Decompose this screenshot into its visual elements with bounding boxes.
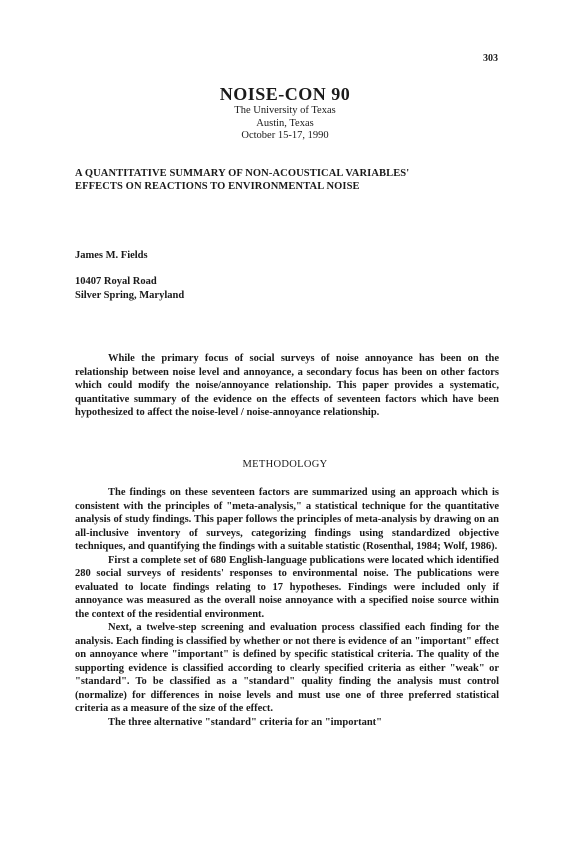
author-name: James M. Fields xyxy=(75,250,148,261)
body-paragraph: Next, a twelve-step screening and evaluation process classified each finding for the analysis. Each finding is classified by whether or not there is evidence of an "important" effect on annoyance where "important" is defined by specific statistical criteria. The quality of the supporting evidence is classified according to clearly specified criteria as either "weak" or "standard". To be classified as a "standard" quality finding the analysis must control (normalize) for differences in noise levels and must use one of three preferred statistical criteria as a measure of the size of the effect. xyxy=(75,622,499,714)
abstract xyxy=(75,352,499,420)
address-city: Silver Spring, Maryland xyxy=(75,289,185,301)
conference-university: The University of Texas xyxy=(234,105,336,116)
author-address xyxy=(75,275,184,302)
body-paragraph: The three alternative "standard" criteria for an "important" xyxy=(108,716,383,728)
address-street: 10407 Royal Road xyxy=(75,276,157,287)
paper-title-line: A QUANTITATIVE SUMMARY OF NON-ACOUSTICAL VARIABLES' xyxy=(75,168,410,179)
methodology-body xyxy=(75,486,499,729)
page-number: 303 xyxy=(483,53,498,64)
abstract-paragraph: While the primary focus of social surveys of noise annoyance has been on the relationship between noise level and annoyance, a secondary focus has been on other factors which could modify the noise/annoyance relationship. This paper provides a systematic, quantitative summary of the evidence on the effects of seventeen factors which have been hypothesized to affect the noise-level / noise-annoyance relationship. xyxy=(75,353,499,418)
conference-info xyxy=(0,105,570,143)
conference-location: Austin, Texas xyxy=(256,117,314,129)
body-paragraph: First a complete set of 680 English-language publications were located which identified 280 social surveys of residents' responses to environmental noise. The publications were evaluated to locate findings relating to 17 hypotheses. Findings were included only if annoyance was measured as the overall noise annoyance with a specified noise source within the context of the residential environment. xyxy=(75,554,499,620)
paper-title xyxy=(75,167,505,193)
body-paragraph: The findings on these seventeen factors are summarized using an approach which is consistent with the principles of "meta-analysis," a statistical technique for the quantitative analysis of study findings. This paper follows the principles of meta-analysis by drawing on an all-inclusive inventory of surveys, categorizing findings using standardized objective techniques, and quantifying the findings with a suitable statistic (Rosenthal, 1984; Wolf, 1986). xyxy=(75,487,499,552)
conference-name: NOISE-CON 90 xyxy=(219,84,351,104)
section-heading: METHODOLOGY xyxy=(242,459,328,470)
paper-title-line: EFFECTS ON REACTIONS TO ENVIRONMENTAL NOISE xyxy=(75,181,360,192)
conference-dates: October 15-17, 1990 xyxy=(241,130,329,141)
